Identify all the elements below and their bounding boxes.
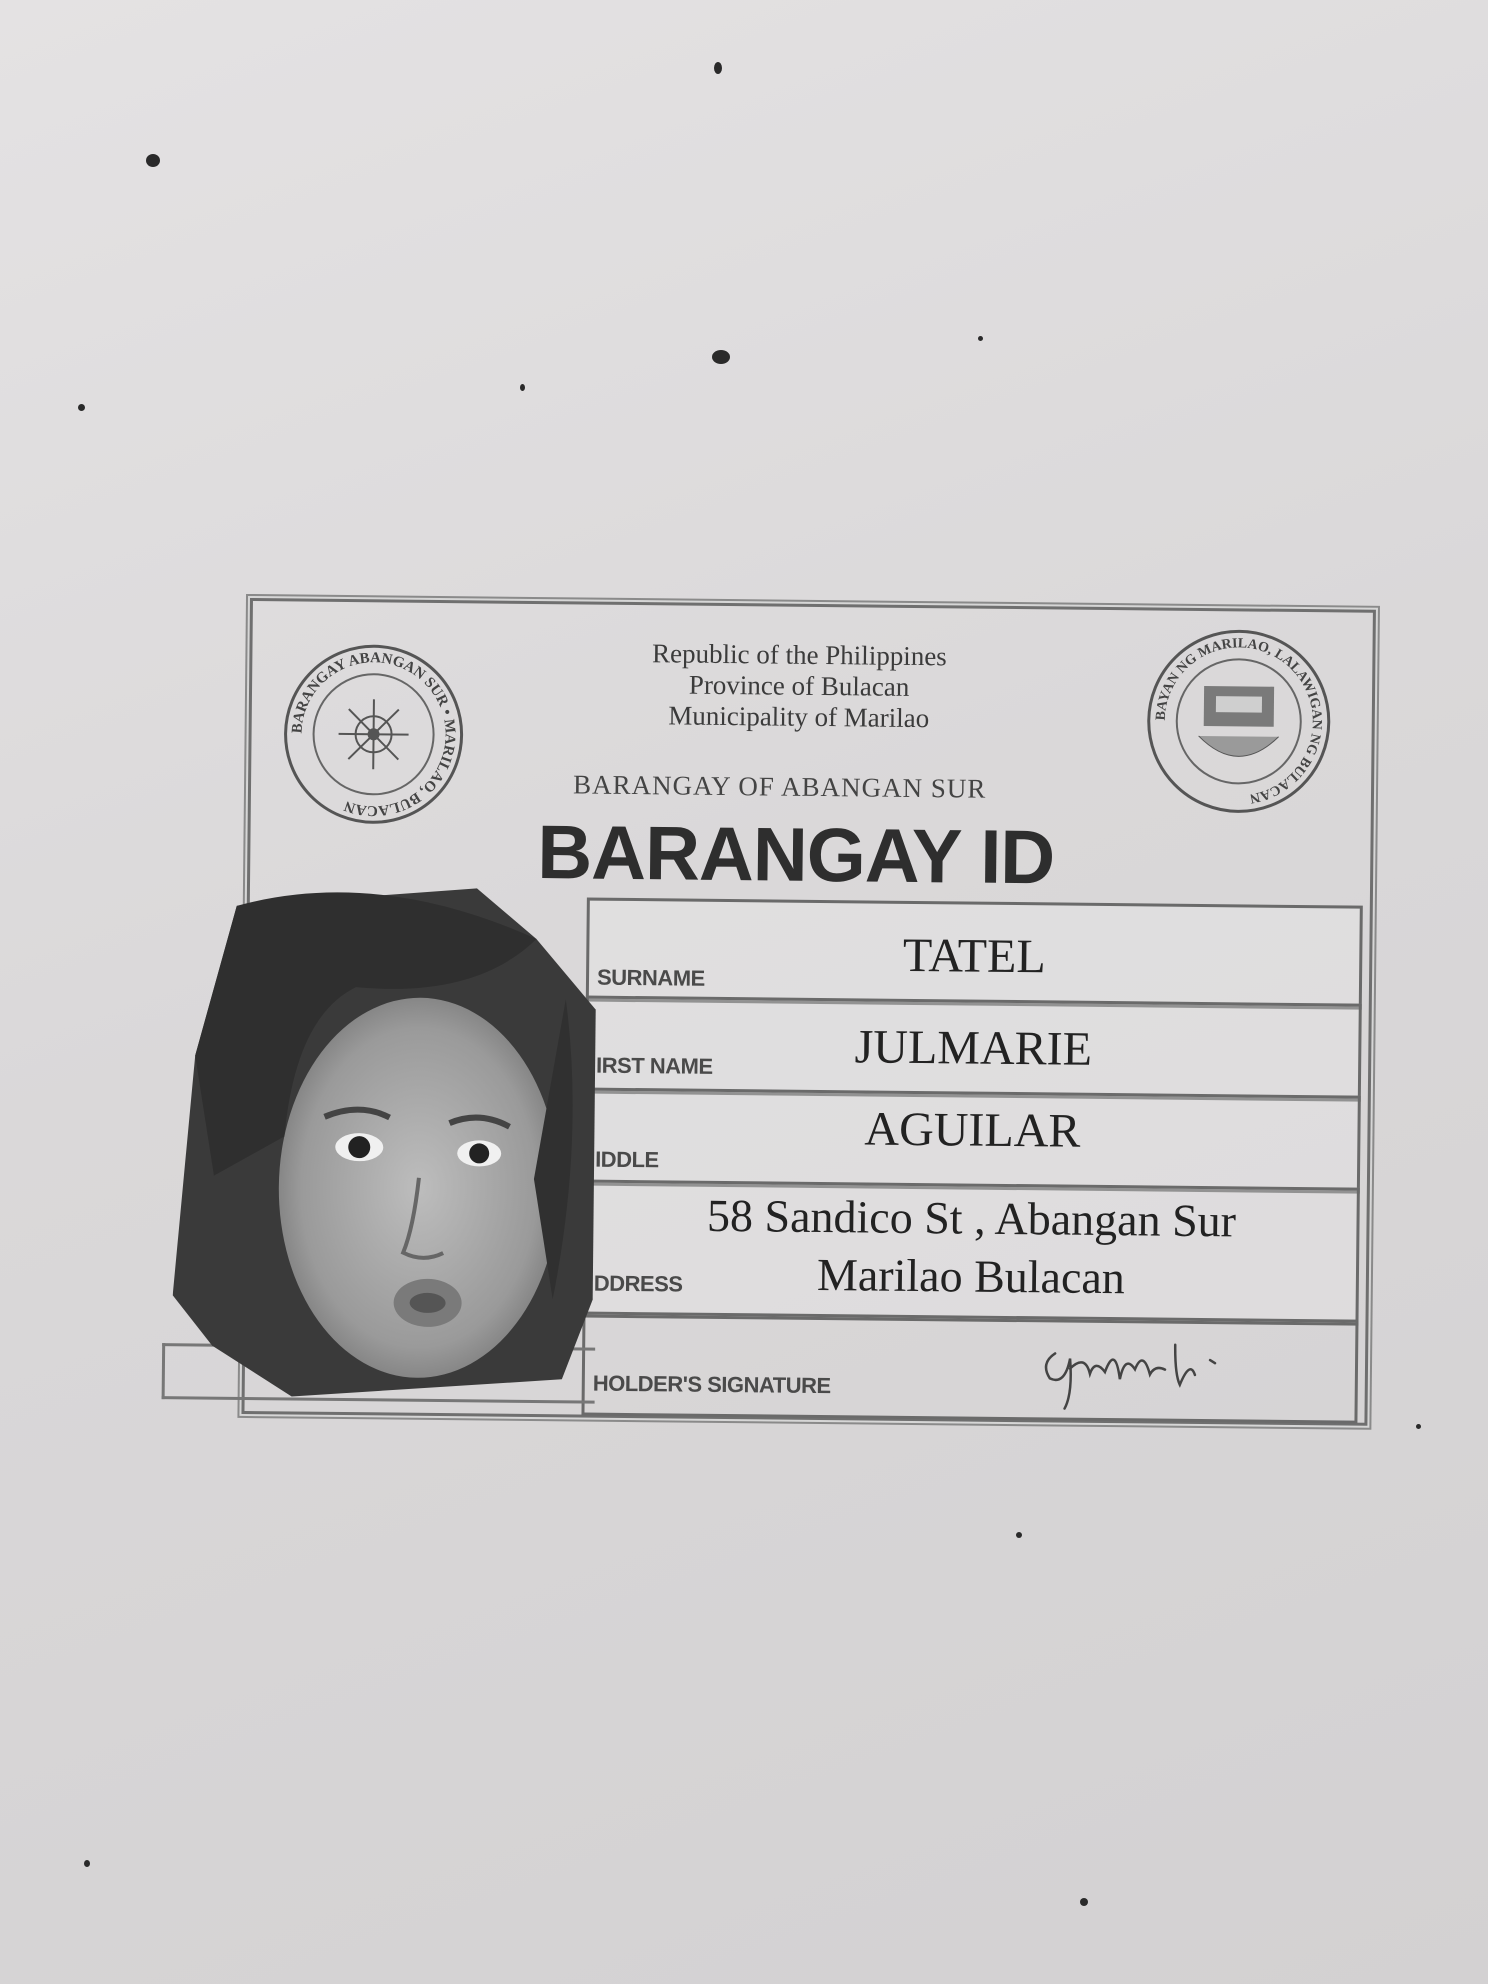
paper-speck bbox=[978, 336, 983, 341]
barangay-id-card bbox=[241, 598, 1380, 1428]
municipal-seal-icon bbox=[1143, 625, 1335, 817]
first-name-label: IRST NAME bbox=[595, 1052, 713, 1079]
holder-photo bbox=[172, 875, 607, 1399]
barangay-name: BARANGAY OF ABANGAN SUR bbox=[572, 769, 987, 804]
header-republic: Republic of the Philippines bbox=[651, 638, 947, 672]
barangay-seal-icon bbox=[278, 638, 470, 830]
address-label: DDRESS bbox=[593, 1270, 683, 1297]
signature-label: HOLDER'S SIGNATURE bbox=[592, 1370, 831, 1399]
middle-name-field bbox=[584, 1088, 1361, 1194]
surname-field bbox=[586, 898, 1363, 1010]
paper-speck bbox=[712, 350, 730, 364]
first-name-field bbox=[585, 996, 1362, 1102]
holder-signature-icon bbox=[1025, 1323, 1286, 1416]
surname-label: SURNAME bbox=[596, 964, 705, 991]
middle-name-value: AGUILAR bbox=[864, 1102, 1081, 1158]
paper-speck bbox=[520, 384, 525, 391]
middle-name-label: IDDLE bbox=[595, 1146, 659, 1173]
paper-speck bbox=[1080, 1898, 1088, 1906]
paper-speck bbox=[1016, 1532, 1022, 1538]
paper-speck bbox=[78, 404, 85, 411]
header-block bbox=[549, 637, 1050, 735]
surname-value: TATEL bbox=[902, 928, 1046, 984]
paper-speck bbox=[84, 1860, 90, 1867]
address-line-1: 58 Sandico St , Abangan Sur bbox=[706, 1189, 1237, 1247]
address-field bbox=[582, 1180, 1359, 1326]
seal-left-text: BARANGAY ABANGAN SUR • MARILAO, BULACAN bbox=[289, 650, 458, 819]
seal-right-text: BAYAN NG MARILAO, LALAWIGAN NG BULACAN bbox=[1153, 636, 1324, 806]
first-name-value: JULMARIE bbox=[854, 1020, 1093, 1076]
address-line-2: Marilao Bulacan bbox=[816, 1248, 1126, 1304]
header-municipality: Municipality of Marilao bbox=[668, 700, 930, 734]
paper-speck bbox=[714, 62, 722, 74]
header-province: Province of Bulacan bbox=[688, 669, 910, 702]
signature-field bbox=[581, 1312, 1358, 1424]
paper-speck bbox=[146, 154, 160, 167]
card-title: BARANGAY ID bbox=[536, 810, 1055, 901]
paper-speck bbox=[1416, 1424, 1421, 1429]
